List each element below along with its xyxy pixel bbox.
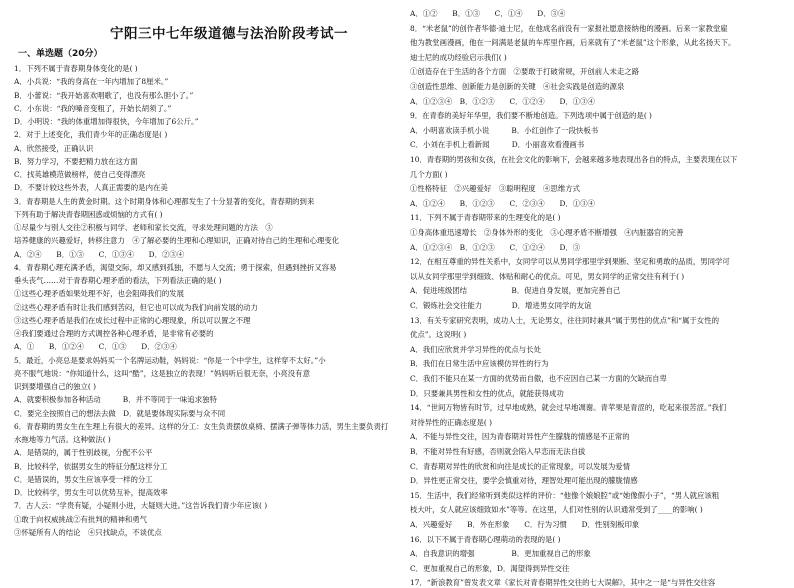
question-text-line: A．兴趣爱好 B．外在形象 C．行为习惯 D．性别刻板印象 [410, 520, 640, 529]
exam-title: 宁阳三中七年级道德与法治阶段考试一 [110, 26, 348, 42]
question-text-line: A．自我意识的增强 B．更加重视自己的形象 [410, 549, 591, 559]
question-text-line: ②这些心理矛盾有时让我们感到苦闷，但它也可以成为我们向前发展的动力 [14, 302, 258, 312]
question-text-line: 17．“新浪教育”曾发表文章《家长对青春期异性交往的七大误解》，其中之一是“与异性交往容 [410, 578, 716, 588]
question-text-line: C．更加重视自己的形象，D．渴望得到异性交往 [410, 563, 570, 573]
question-text-line: C．小东说：“我的嗓音变粗了，开始长胡须了。” [14, 103, 172, 113]
question-text-line: D．只要兼具男性和女性的优点，就能获得成功 [410, 388, 564, 398]
question-text-line: 识到要增强自己的独立( ) [14, 382, 97, 391]
question-text-line: 枝大叶，女人就应该细致如水”等等。在这里，人们对性别的认识通常受到了____的影响( ) [410, 505, 703, 515]
question-text-line: D．异性更正常交往，要学会慎重对待，理智处理可能出现的朦胧情感 [410, 476, 638, 486]
question-text-line: ①创造存在于生活的各个方面 ②要敢于打破常规，开创前人未走之路 [410, 67, 640, 77]
question-text-line: C．青春期对异性的欣赏和向往是成长的正常现象，可以发展为爱情 [410, 461, 630, 471]
question-text-line: ④我们要通过合理的方式调控各种心理矛盾，是非常有必要的 [14, 329, 214, 338]
question-text-line: D．不要计较这些外表，人真正需要的是内在美 [14, 183, 168, 193]
question-text-line: 10．青春期的男孩和女孩，在社会文化的影响下，会越来越多地表现出各自的特点，主要表现在以下 [410, 155, 738, 164]
question-text-line: 1．下列不属于青春期身体变化的是( ) [14, 64, 138, 73]
question-text-line: 2．对于上述变化，我们青少年的正确态度是( ) [14, 130, 168, 140]
question-text-line: D．比较科学，男女生可以优势互补，提高效率 [14, 488, 168, 497]
question-text-line: ①这些心理矛盾如果处理不好，也会阻碍我们的发展 [14, 289, 184, 299]
question-text-line: A．是错误的，属于性别歧视，分配不公平 [14, 448, 153, 458]
question-text-line: 16．以下不属于青春期心理萌动的表现的是( ) [410, 534, 561, 544]
question-text-line: A．①②③④ B．①②③ C．①②④ D．①③④ [410, 96, 595, 106]
question-text-line: B．比较科学，依据男女生的特征分配这样分工 [14, 461, 168, 471]
question-text-line: A．我们应欣赏并学习异性的优点与长处 [410, 344, 541, 354]
question-text-line: 11．下列不属于青春期带来的生理变化的是( ) [410, 213, 561, 223]
question-text-line: 迪士尼的成功经验启示我们( ) [410, 52, 507, 62]
question-text-line: 15．生活中，我们经常听到类似这样的评价：“他像个娘娘腔”或“她像假小子”，“男人就应该粗 [410, 490, 720, 500]
question-text-line: 他为教堂画漫画，他在一间满是老鼠的车库里作画，后来就有了“米老鼠”这个形象，从此名扬天下。 [410, 38, 736, 48]
question-text-line: C．我们不能只在某一方面的优势而自傲，也不应因自己某一方面的欠缺而自卑 [410, 374, 667, 383]
question-text-line: A．① B．①②④ C．①③ D．②③④ [14, 342, 177, 352]
question-text-line: A．促进班级团结 B．促进自身发展，更加完善自己 [410, 286, 621, 296]
question-text-line: ③创造性思维、创新能力是创新的关键 ④社会实践是创造的源泉 [410, 82, 625, 91]
question-text-line: ③这些心理矛盾是我们在成长过程中正常的心理现象，所以可以置之不理 [14, 315, 251, 325]
question-text-line: A．小明喜欢读手机小说 B．小红创作了一段快板书 [410, 125, 599, 135]
question-text-line: C．小刘在手机上看新闻 D．小丽喜欢看漫画书 [410, 140, 585, 150]
question-text-line: ①尽量少与别人交往②积极与同学、老师和家长交流，寻求处理问题的方法 ③ [14, 223, 273, 232]
question-text-line: 6．青春期的男女生在生理上有很大的差异。这样的分工：女生负责摆放桌椅、摆满子弹等体力活，男生主要负责打 [14, 421, 389, 431]
question-text-line: 13．有关专家研究表明，成功人士，无论男女，往往同时兼具“属于男性的优点”和“属于女性的 [410, 315, 719, 325]
question-text-line: 几个方面( ) [410, 169, 448, 179]
question-text-line: A．①②③④ B．①②③ C．①②④ D．③ [410, 242, 581, 252]
question-text-line: A．①②④ B．①②③ C．②③④ D．①③④ [410, 198, 595, 208]
question-text-line: 水拖地等力气活。这种做法( ) [14, 435, 111, 444]
question-text-line: 优点”。这说明( ) [410, 330, 467, 340]
question-text-line: B．努力学习，不要把精力放在这方面 [14, 156, 138, 166]
question-text-line: 8．“米老鼠”的创作者华德·迪士尼，在他成名前没有一家报社愿意接纳他的漫画。后来一家教堂雇 [410, 23, 728, 33]
question-text-line: 亮不服气地说：“你知道什么，这叫“酷”，这是独立的表现！”妈妈听后很无奈，小亮没有意 [14, 368, 310, 378]
question-text-line: A．②④ B．①③ C．①③④ D．②③④ [14, 249, 185, 259]
question-text-line: A．就要积极参加各种活动 B．并不等同于一味追求独特 [14, 395, 217, 405]
question-text-line: ③怀疑所有人的结论 ④只找缺点，不谈优点 [14, 527, 162, 537]
question-text-line: A．小兵说：“我的身高在一年内增加了8厘米。” [14, 77, 169, 87]
question-text-line: 以从女同学那里学到细致、体贴和耐心的优点。可见，男女同学的正常交往有利于( ) [410, 271, 685, 281]
question-text-line: ①性格特征 ②兴趣爱好 ③聪明程度 ④思维方式 [410, 184, 580, 194]
question-text-line: ①敢于向权威挑战②有批判的精神和勇气 [14, 514, 148, 524]
question-text-line: 培养健康的兴趣爱好，转移注意力 ④了解必要的生理和心理知识，正确对待自己的生理和心理变化 [14, 236, 340, 246]
question-text-line: 7．古人云：“学贵有疑，小疑则小进，大疑则大进。”这告诉我们青少年应该( ) [14, 501, 268, 511]
question-text-line: C．找英雄模范做榜样，使自己变得漂亮 [14, 170, 146, 179]
question-text-line: B．不能对异性有好感，否则就会陷入早恋而无法自拔 [410, 447, 586, 456]
question-text-line: 垂头丧气……对于青春期心理矛盾的看法，下列看法正确的是( ) [14, 276, 222, 285]
question-text-line: 下列有助于解决青春期困惑或烦恼的方式有( ) [14, 209, 163, 219]
question-text-line: ①身高体重迅速增长 ②身体外形的变化 ③心理矛盾不断增强 ④内脏器官的完善 [410, 228, 684, 237]
question-text-line: C．是错误的，男女生应该享受一样的分工 [14, 474, 153, 484]
question-text-line: C．要完全按照自己的想法去做 D．就是要体现实际要与众不同 [14, 408, 226, 418]
question-text-line: 12．在相互尊重的异性关系中，女同学可以从男同学那里学到果断、坚定和勇敢的品质，男同学可 [410, 257, 730, 267]
question-text-line: C．锻炼社会交往能力 D．增进男女同学的友谊 [410, 301, 592, 310]
question-text-line: 5．最近，小亮总是要求妈妈买一个名牌运动鞋，妈妈说：“你是一个中学生，这样穿不太好。”小 [14, 355, 326, 365]
question-text-line: A．①② B．①③ C．①④ D．③④ [410, 9, 566, 18]
question-text-line: B．我们在日常生活中应该模仿异性的行为 [410, 359, 549, 369]
section-heading: 一、单选题（20分） [18, 49, 103, 59]
question-text-line: 14．“世间万物皆有时节，过早地成熟，就会过早地凋谢。青苹果是青涩的，吃起来很苦涩。”我们 [410, 403, 727, 413]
question-text-line: D．小明说：“我的体重增加得很快，今年增加了6公斤。” [14, 117, 199, 126]
question-text-line: 3．青春期是人生的黄金时期。这个时期身体和心理都发生了十分显著的变化，青春期的到来 [14, 196, 315, 206]
question-text-line: 9．在青春的美好年华里，我们要不断地创造。下列选项中属于创造的是( ) [410, 111, 652, 121]
question-text-line: 4．青春期心理充满矛盾，渴望交际，却又感到孤独，不愿与人交流；勇于探索，但遇到挫折又容易 [14, 262, 337, 272]
question-text-line: A．不能与异性交往，因为青春期对异性产生朦胧的情感是不正常的 [410, 432, 630, 442]
question-text-line: 对待异性的正确态度是( ) [410, 417, 493, 427]
question-text-line: B．小蕾说：“我开始喜欢唱歌了，也没有那么胆小了。” [14, 90, 194, 100]
question-text-line: A．欣然接受，正确认识 [14, 143, 94, 153]
